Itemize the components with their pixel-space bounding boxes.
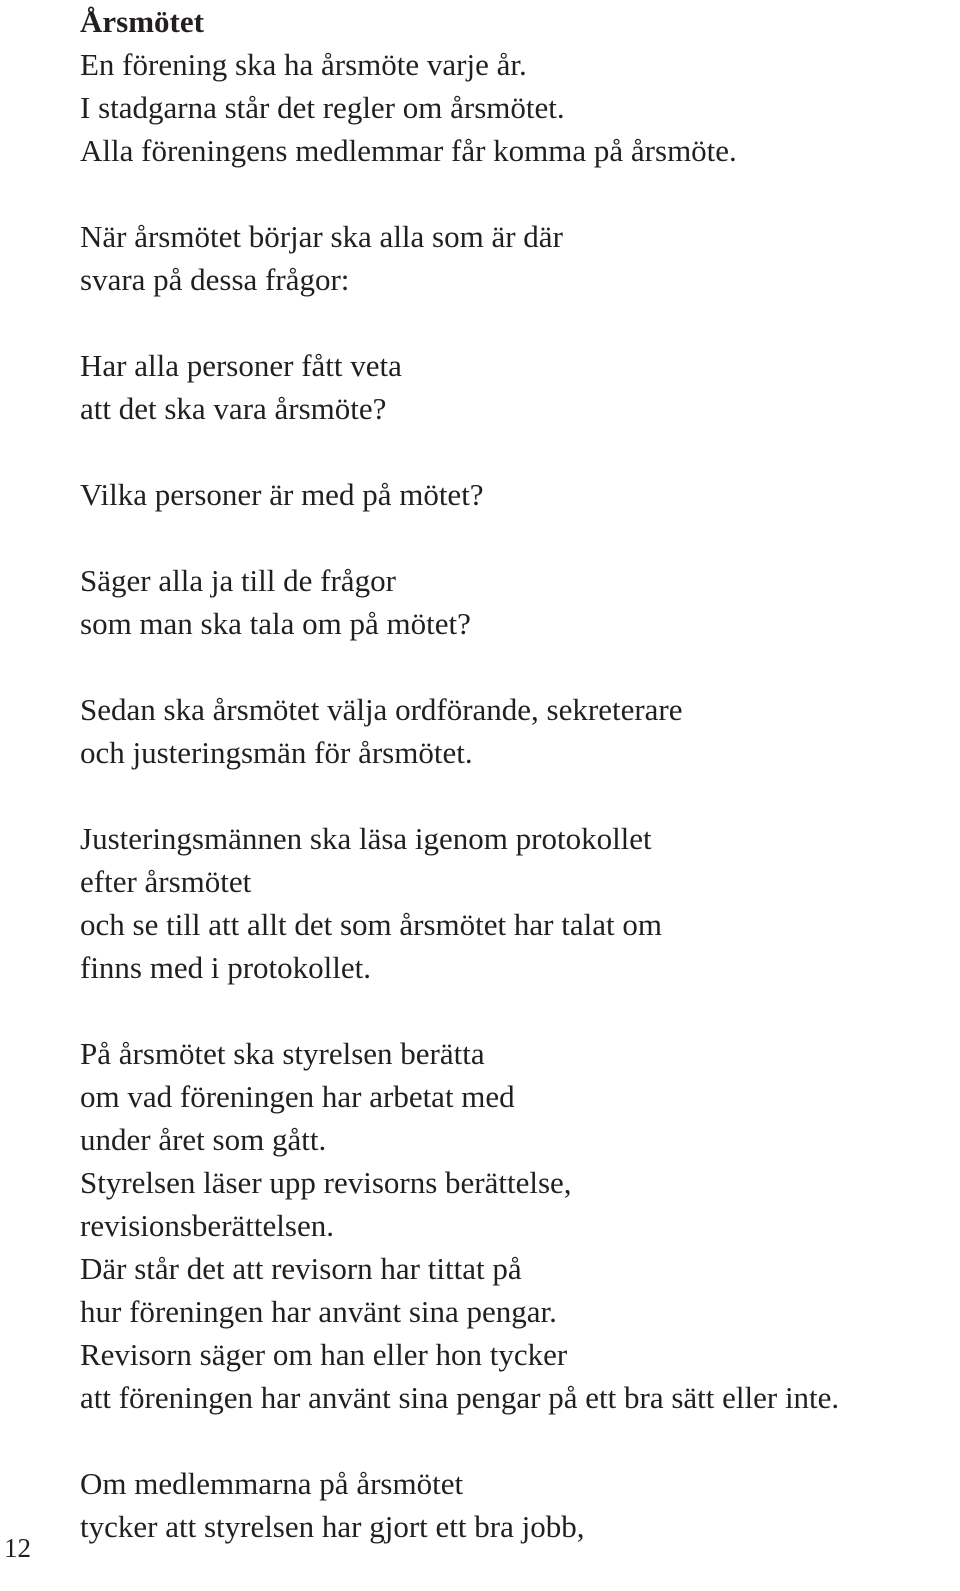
text-line: En förening ska ha årsmöte varje år. <box>80 47 527 82</box>
text-line: att föreningen har använt sina pengar på ett bra sätt eller inte. <box>80 1380 840 1415</box>
text-line: efter årsmötet <box>80 864 252 899</box>
text-line: På årsmötet ska styrelsen berätta <box>80 1036 485 1071</box>
text-line: tycker att styrelsen har gjort ett bra jobb, <box>80 1509 585 1544</box>
text-line: om vad föreningen har arbetat med <box>80 1079 515 1114</box>
paragraph <box>80 817 960 989</box>
text-line: När årsmötet börjar ska alla som är där <box>80 219 563 254</box>
paragraph <box>80 688 960 774</box>
text-line: finns med i protokollet. <box>80 950 372 985</box>
paragraph <box>80 1032 960 1419</box>
text-line: Revisorn säger om han eller hon tycker <box>80 1337 568 1372</box>
text-line: Vilka personer är med på mötet? <box>80 477 484 512</box>
text-line: hur föreningen har använt sina pengar. <box>80 1294 557 1329</box>
paragraph <box>80 43 960 172</box>
text-line: Alla föreningens medlemmar får komma på årsmöte. <box>80 133 737 168</box>
text-line: och justeringsmän för årsmötet. <box>80 735 473 770</box>
text-line: och se till att allt det som årsmötet har talat om <box>80 907 662 942</box>
text-line: Säger alla ja till de frågor <box>80 563 396 598</box>
text-line: Styrelsen läser upp revisorns berättelse, <box>80 1165 572 1200</box>
paragraph <box>80 215 960 301</box>
text-line: Där står det att revisorn har tittat på <box>80 1251 522 1286</box>
page-content <box>80 0 960 1591</box>
text-line: I stadgarna står det regler om årsmötet. <box>80 90 565 125</box>
section-heading: Årsmötet <box>80 4 204 39</box>
text-line: under året som gått. <box>80 1122 327 1157</box>
text-line: svara på dessa frågor: <box>80 262 350 297</box>
body-text <box>80 43 960 1548</box>
text-line: Om medlemmarna på årsmötet <box>80 1466 464 1501</box>
text-line: som man ska tala om på mötet? <box>80 606 471 641</box>
paragraph <box>80 473 960 516</box>
paragraph <box>80 344 960 430</box>
text-line: att det ska vara årsmöte? <box>80 391 387 426</box>
text-line: Justeringsmännen ska läsa igenom protokollet <box>80 821 652 856</box>
paragraph <box>80 559 960 645</box>
text-line: revisionsberättelsen. <box>80 1208 334 1243</box>
text-line: Har alla personer fått veta <box>80 348 402 383</box>
paragraph <box>80 1462 960 1548</box>
page-number: 12 <box>4 1533 31 1563</box>
text-line: Sedan ska årsmötet välja ordförande, sekreterare <box>80 692 683 727</box>
